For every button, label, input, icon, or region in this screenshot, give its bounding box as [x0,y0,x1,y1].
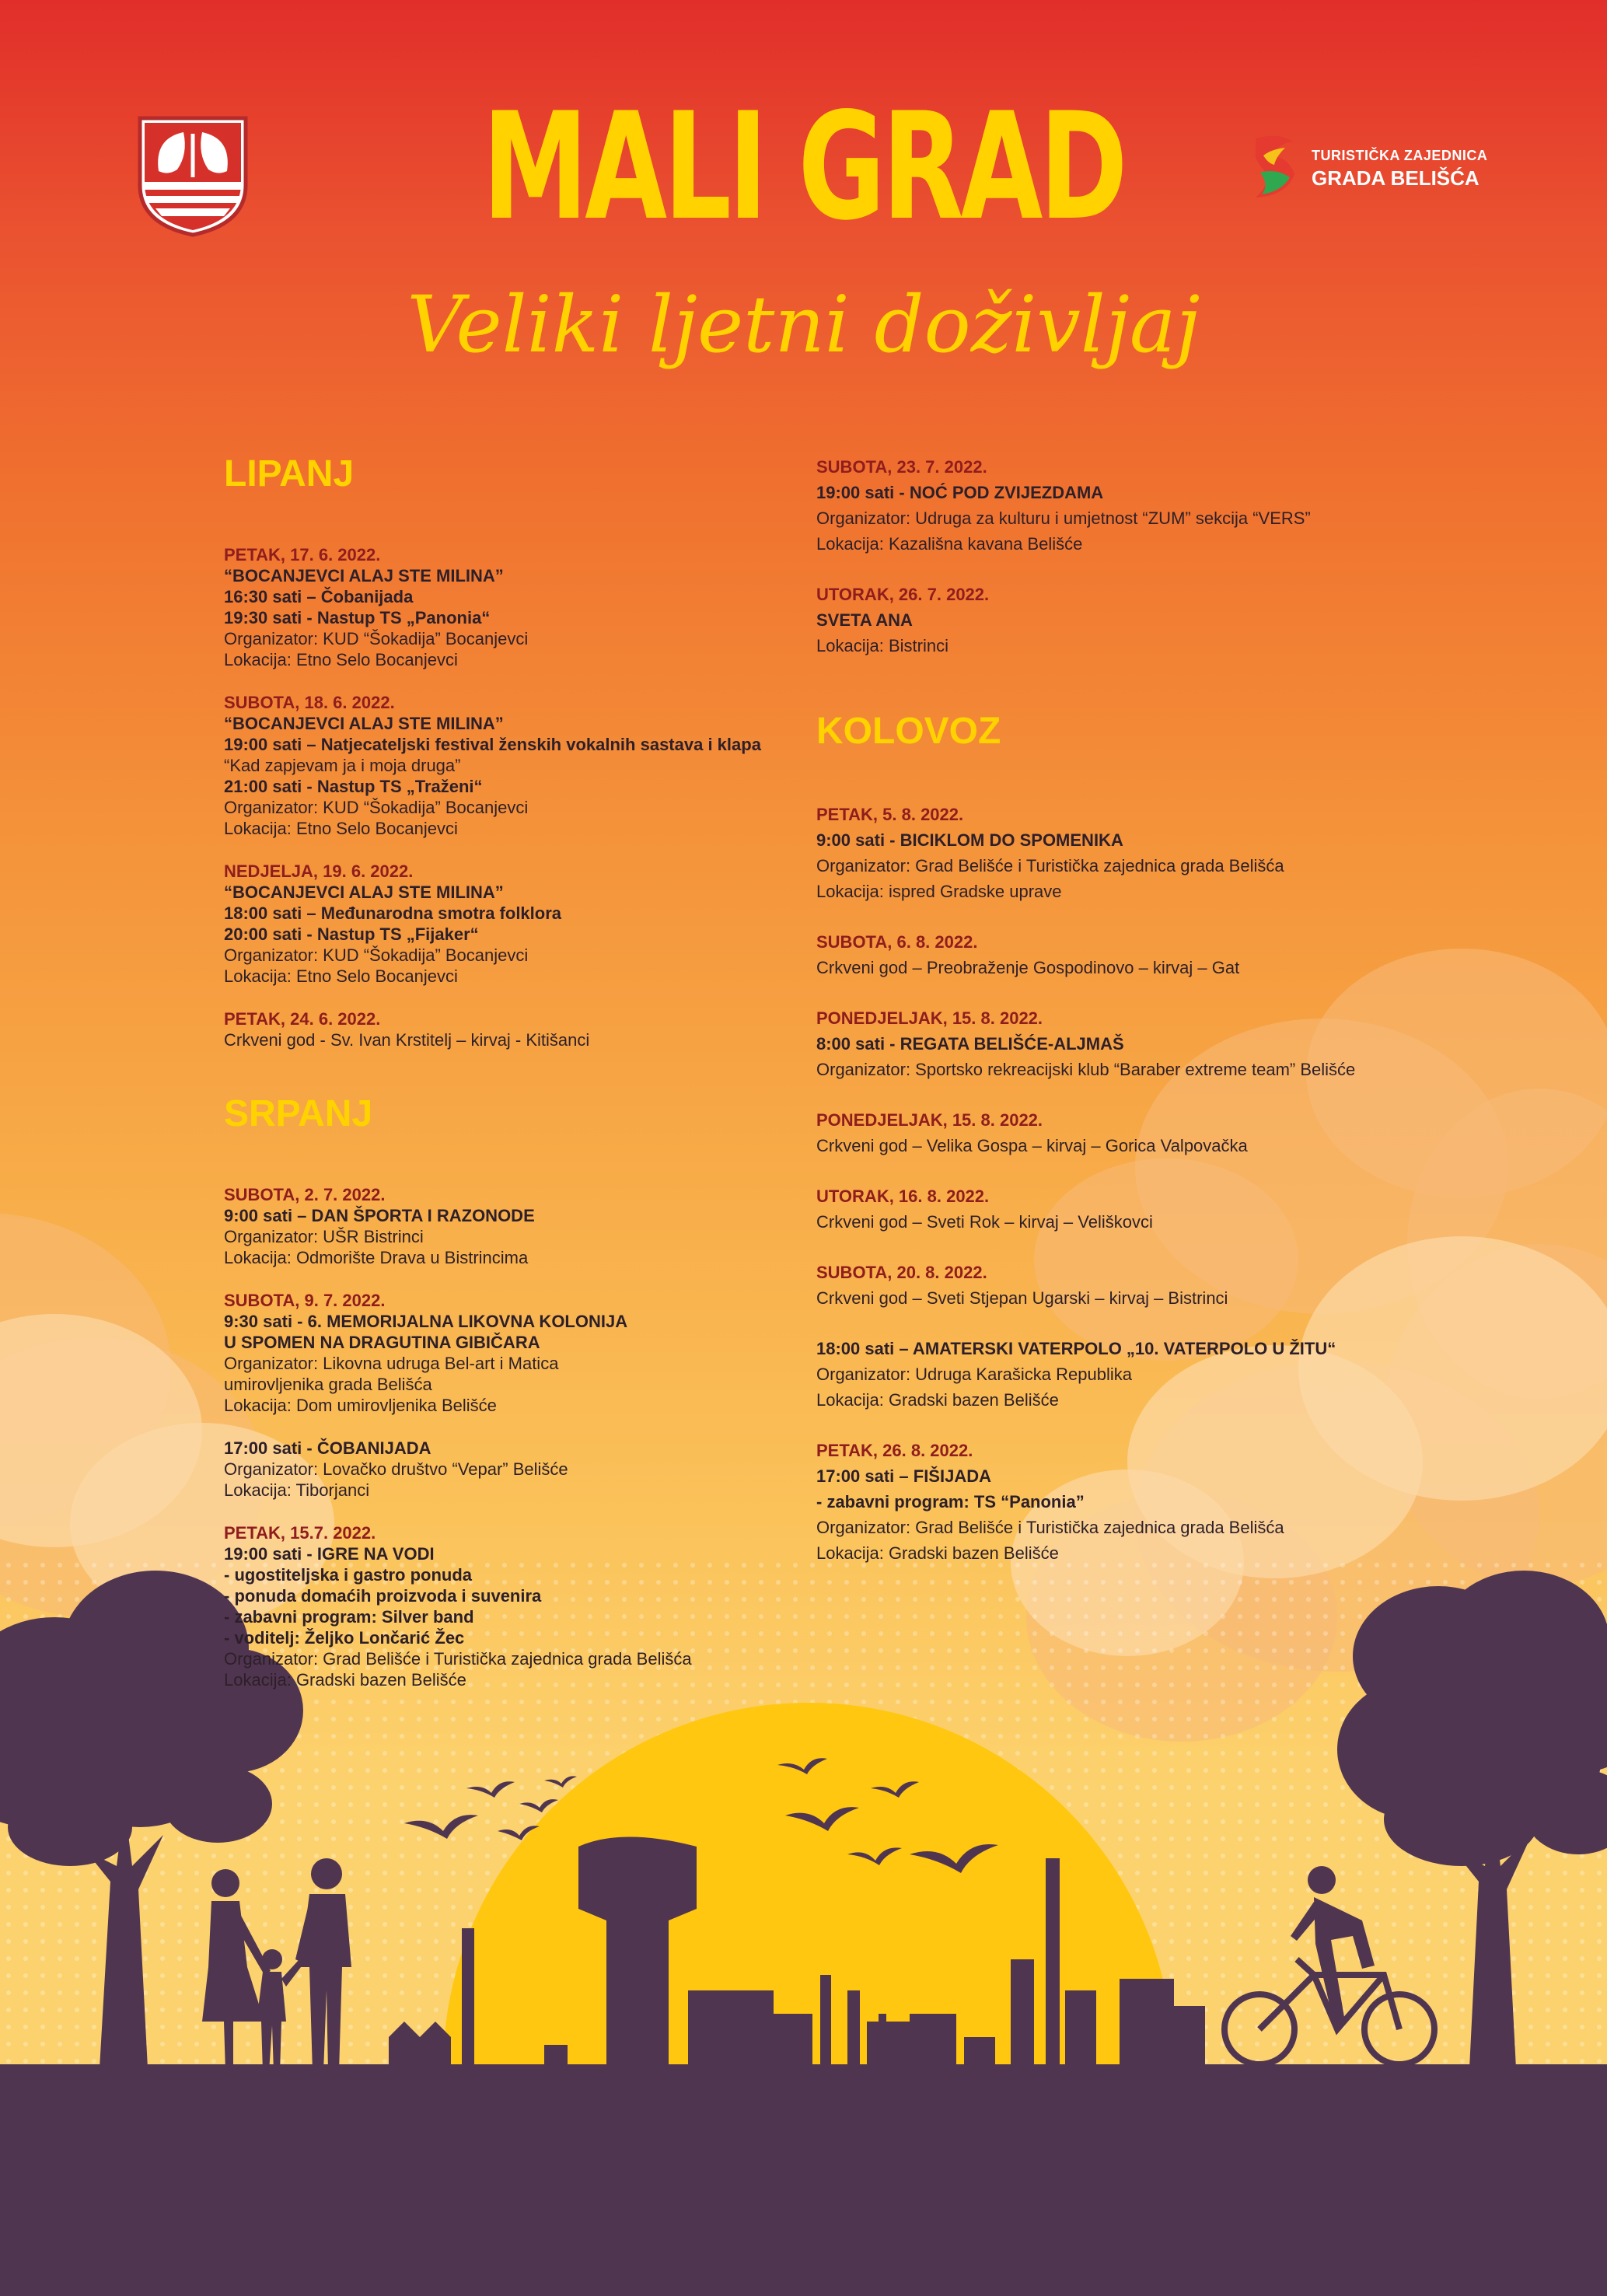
event-item [224,1008,815,1050]
event-detail-line: 19:00 sati - NOĆ POD ZVIJEZDAMA [816,483,1104,502]
event-detail-line: 18:00 sati – AMATERSKI VATERPOLO „10. VATERPOLO U ŽITU“ [816,1339,1336,1358]
event-date: UTORAK, 26. 7. 2022. [816,585,990,604]
event-item [816,1107,1407,1158]
event-detail-line: “Kad zapjevam ja i moja druga” [224,756,461,775]
event-detail-line: Lokacija: Tiborjanci [224,1480,370,1500]
event-detail-line: Organizator: Grad Belišće i Turistička zajednica grada Belišća [224,1649,692,1669]
event-detail-line: Lokacija: Gradski bazen Belišće [816,1390,1059,1410]
event-detail-line: Lokacija: Dom umirovljenika Belišće [224,1396,497,1415]
event-detail-line: “BOCANJEVCI ALAJ STE MILINA” [224,714,504,733]
event-detail-line: Crkveni god – Preobraženje Gospodinovo – kirvaj – Gat [816,958,1240,977]
event-item [224,1184,815,1268]
event-item [224,1290,815,1416]
event-detail-line: 9:30 sati - 6. MEMORIJALNA LIKOVNA KOLONIJA [224,1312,628,1331]
event-detail-line: Lokacija: Etno Selo Bocanjevci [224,819,458,838]
event-date: PETAK, 5. 8. 2022. [816,805,964,824]
event-detail-line: - ugostiteljska i gastro ponuda [224,1565,473,1585]
event-detail-line: Organizator: Udruga za kulturu i umjetnost “ZUM” sekcija “VERS” [816,508,1311,528]
month-heading: SRPANJ [224,1093,373,1134]
event-detail-line: 17:00 sati - ČOBANIJADA [224,1438,431,1458]
event-item [816,582,1407,659]
event-date: PETAK, 26. 8. 2022. [816,1441,973,1460]
event-item [224,544,815,670]
event-date: UTORAK, 16. 8. 2022. [816,1186,990,1206]
event-detail-line: 9:00 sati - BICIKLOM DO SPOMENIKA [816,830,1123,850]
event-detail-line: Lokacija: Gradski bazen Belišće [816,1543,1059,1563]
event-item [224,692,815,839]
event-detail-line: - ponuda domaćih proizvoda i suvenira [224,1586,542,1606]
event-item [224,1522,815,1690]
event-detail-line: 16:30 sati – Čobanijada [224,587,414,606]
event-item [224,1438,815,1501]
event-date: PETAK, 24. 6. 2022. [224,1009,381,1029]
event-detail-line: 21:00 sati - Nastup TS „Traženi“ [224,777,483,796]
event-detail-line: Lokacija: Gradski bazen Belišće [224,1670,466,1690]
event-date: SUBOTA, 9. 7. 2022. [224,1291,386,1310]
events-column-left [224,453,815,1712]
event-date: PETAK, 17. 6. 2022. [224,545,381,564]
event-detail-line: 19:00 sati - IGRE NA VODI [224,1544,435,1564]
event-detail-line: 9:00 sati – DAN ŠPORTA I RAZONODE [224,1206,535,1225]
event-item [816,1183,1407,1235]
event-date: PONEDJELJAK, 15. 8. 2022. [816,1008,1043,1028]
event-detail-line: umirovljenika grada Belišća [224,1375,432,1394]
events-column-right [816,454,1407,1591]
event-detail-line: Lokacija: ispred Gradske uprave [816,882,1062,901]
event-item [816,1336,1407,1413]
event-date: PONEDJELJAK, 15. 8. 2022. [816,1110,1043,1130]
event-detail-line: Crkveni god - Sv. Ivan Krstitelj – kirvaj - Kitišanci [224,1030,590,1050]
month-heading: KOLOVOZ [816,711,1001,752]
event-date: SUBOTA, 6. 8. 2022. [816,932,978,952]
event-detail-line: - zabavni program: Silver band [224,1607,474,1627]
event-detail-line: 18:00 sati – Međunarodna smotra folklora [224,903,562,923]
event-date: SUBOTA, 20. 8. 2022. [816,1263,987,1282]
event-detail-line: 19:30 sati - Nastup TS „Panonia“ [224,608,491,627]
event-detail-line: - zabavni program: TS “Panonia” [816,1492,1085,1511]
event-item [816,1438,1407,1566]
event-item [816,802,1407,904]
event-detail-line: Organizator: Likovna udruga Bel-art i Matica [224,1354,559,1373]
event-item [816,929,1407,980]
event-detail-line: 20:00 sati - Nastup TS „Fijaker“ [224,924,479,944]
event-date: PETAK, 15.7. 2022. [224,1523,376,1543]
event-item [816,1260,1407,1311]
month-heading: LIPANJ [224,453,355,494]
event-detail-line: Organizator: KUD “Šokadija” Bocanjevci [224,629,529,648]
event-date: NEDJELJA, 19. 6. 2022. [224,861,414,881]
event-detail-line: Crkveni god – Velika Gospa – kirvaj – Gorica Valpovačka [816,1136,1248,1155]
event-date: SUBOTA, 18. 6. 2022. [224,693,395,712]
event-detail-line: - voditelj: Željko Lončarić Žec [224,1628,465,1648]
event-date: SUBOTA, 23. 7. 2022. [816,457,987,477]
tourist-board-name-line2: GRADA BELIŠĆA [1312,166,1479,190]
event-detail-line: Organizator: Sportsko rekreacijski klub “Baraber extreme team” Belišće [816,1060,1356,1079]
event-detail-line: 17:00 sati – FIŠIJADA [816,1466,991,1486]
event-item [816,454,1407,557]
event-detail-line: Organizator: Grad Belišće i Turistička zajednica grada Belišća [816,856,1284,875]
ground [0,2064,1607,2296]
event-detail-line: Crkveni god – Sveti Rok – kirvaj – Veliškovci [816,1212,1153,1232]
event-detail-line: Lokacija: Odmorište Drava u Bistrincima [224,1248,529,1267]
event-detail-line: Organizator: UŠR Bistrinci [224,1227,424,1246]
event-item [816,1005,1407,1082]
event-detail-line: Lokacija: Bistrinci [816,636,948,655]
event-detail-line: Organizator: KUD “Šokadija” Bocanjevci [224,945,529,965]
event-detail-line: U SPOMEN NA DRAGUTINA GIBIČARA [224,1333,540,1352]
event-detail-line: 19:00 sati – Natjecateljski festival ženskih vokalnih sastava i klapa [224,735,761,754]
event-detail-line: Lokacija: Etno Selo Bocanjevci [224,650,458,669]
event-detail-line: SVETA ANA [816,610,913,630]
event-detail-line: Lokacija: Kazališna kavana Belišće [816,534,1083,554]
event-detail-line: Crkveni god – Sveti Stjepan Ugarski – kirvaj – Bistrinci [816,1288,1228,1308]
page-title: MALI GRAD [482,81,1125,253]
page-subtitle: Veliki ljetni doživljaj [407,279,1200,370]
event-detail-line: “BOCANJEVCI ALAJ STE MILINA” [224,566,504,585]
event-detail-line: “BOCANJEVCI ALAJ STE MILINA” [224,882,504,902]
event-item [224,861,815,987]
event-detail-line: Organizator: KUD “Šokadija” Bocanjevci [224,798,529,817]
event-detail-line: Organizator: Udruga Karašicka Republika [816,1365,1132,1384]
event-detail-line: Lokacija: Etno Selo Bocanjevci [224,966,458,986]
tourist-board-name-line1: TURISTIČKA ZAJEDNICA [1312,148,1488,163]
event-detail-line: 8:00 sati - REGATA BELIŠĆE-ALJMAŠ [816,1034,1124,1054]
event-detail-line: Organizator: Lovačko društvo “Vepar” Belišće [224,1459,568,1479]
event-detail-line: Organizator: Grad Belišće i Turistička zajednica grada Belišća [816,1518,1284,1537]
event-date: SUBOTA, 2. 7. 2022. [224,1185,386,1204]
